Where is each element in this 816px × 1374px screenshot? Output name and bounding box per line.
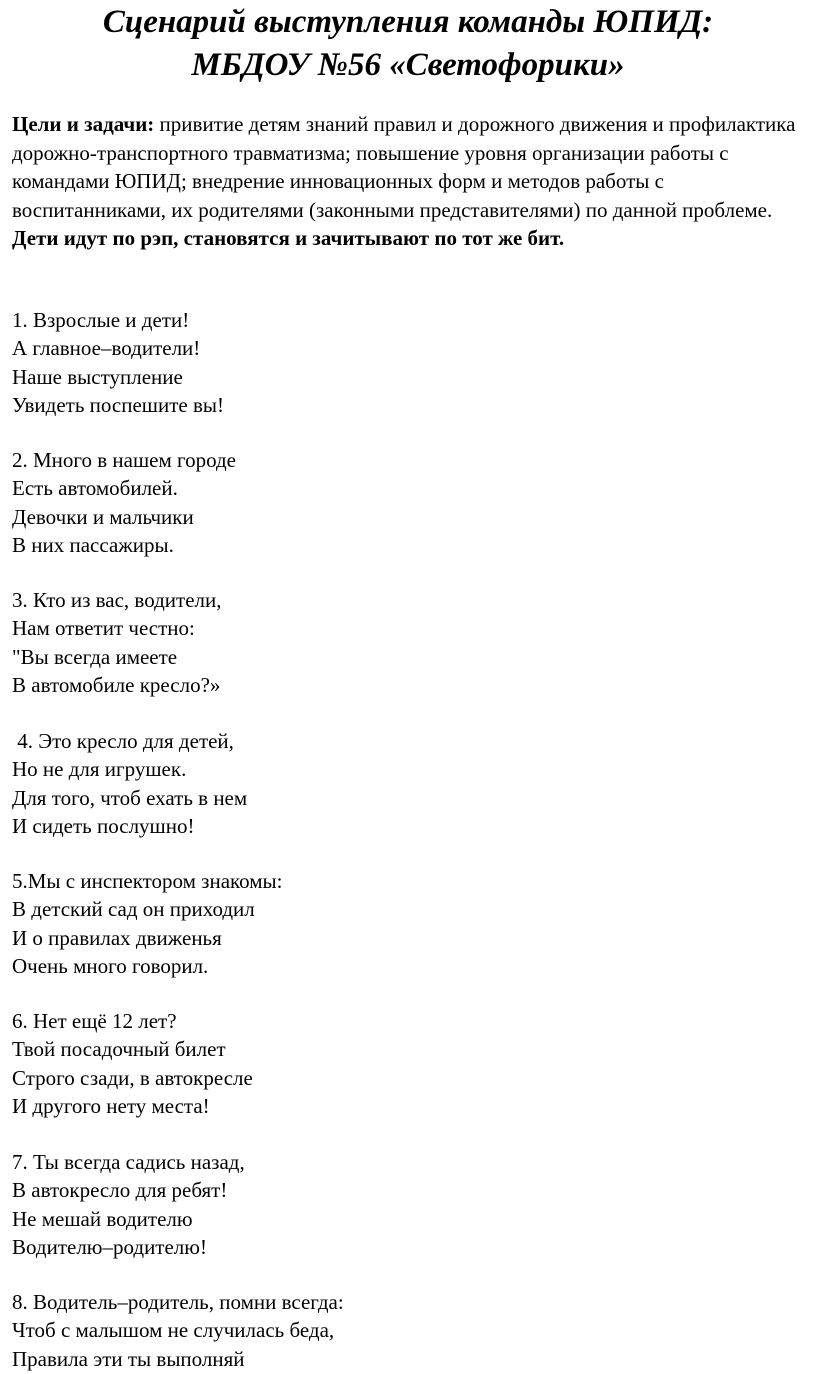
- stanza-line: 1. Взрослые и дети!: [12, 308, 190, 332]
- document-title-line-1: Сценарий выступления команды ЮПИД:: [102, 4, 714, 40]
- stanza-line: Не мешай водителю: [12, 1206, 193, 1231]
- stanza-line: В них пассажиры.: [12, 533, 174, 558]
- stanza-line: 2. Много в нашем городе: [12, 448, 236, 472]
- stanza-line: Наше выступление: [12, 364, 183, 389]
- document-title-line-2: МБДОУ №56 «Светофорики»: [191, 47, 625, 83]
- stanza-8: [12, 1288, 792, 1373]
- stanza-line: Водителю–родителю!: [12, 1235, 207, 1260]
- stanza-4: [12, 727, 792, 841]
- stanza-line: Очень много говорил.: [12, 954, 209, 979]
- stanza-line: И другого нету места!: [12, 1094, 210, 1119]
- stanza-line: 8. Водитель–родитель, помни всегда:: [12, 1290, 344, 1314]
- stanza-line: 7. Ты всегда садись назад,: [12, 1150, 245, 1174]
- stanza-line: В детский сад он приходил: [12, 897, 255, 922]
- stanza-line: Чтоб с малышом не случилась беда,: [12, 1318, 335, 1343]
- stanza-line: Есть автомобилей.: [12, 476, 178, 501]
- stanza-6: [12, 1007, 792, 1121]
- stanza-line: 4. Это кресло для детей,: [12, 729, 234, 753]
- stanza-line: В автокресло для ребят!: [12, 1178, 228, 1203]
- stanza-line: Увидеть поспешите вы!: [12, 393, 224, 418]
- goals-text: привитие детям знаний правил и дорожного движения и профилактика дорожно-транспортного травматизма; повышение уровня организации работы с командами ЮПИД; внедрение инновационных форм и методов работы с воспитанниками, их родителями (законными представителями) по данной проблеме.: [12, 112, 796, 222]
- stanza-line: 6. Нет ещё 12 лет?: [12, 1009, 177, 1033]
- stanza-line: Но не для игрушек.: [12, 757, 187, 782]
- stanza-line: Твой посадочный билет: [12, 1037, 226, 1062]
- stanza-line: В автомобиле кресло?»: [12, 673, 221, 698]
- stanza-line: Нам ответит честно:: [12, 616, 195, 641]
- stanza-3: [12, 586, 792, 700]
- stanza-2: [12, 446, 792, 560]
- stanza-line: А главное–водители!: [12, 336, 201, 361]
- stanza-7: [12, 1148, 792, 1262]
- stanza-line: Девочки и мальчики: [12, 504, 194, 529]
- stanza-line: И сидеть послушно!: [12, 814, 195, 839]
- stanza-line: Правила эти ты выполняй: [12, 1346, 245, 1371]
- stanza-line: 3. Кто из вас, водители,: [12, 588, 222, 612]
- stanza-line: "Вы всегда имеете: [12, 644, 178, 669]
- stanza-line: И о правилах движенья: [12, 925, 222, 950]
- stanza-line: Для того, чтоб ехать в нем: [12, 785, 248, 810]
- stanza-5: [12, 867, 792, 981]
- goals-label: Цели и задачи:: [12, 112, 155, 136]
- stanza-line: Строго сзади, в автокресле: [12, 1065, 253, 1090]
- stage-direction: Дети идут по рэп, становятся и зачитывают по тот же бит.: [12, 226, 565, 250]
- stanza-1: [12, 306, 792, 420]
- stanza-line: 5.Мы с инспектором знакомы:: [12, 869, 283, 893]
- goals-paragraph: [12, 110, 808, 253]
